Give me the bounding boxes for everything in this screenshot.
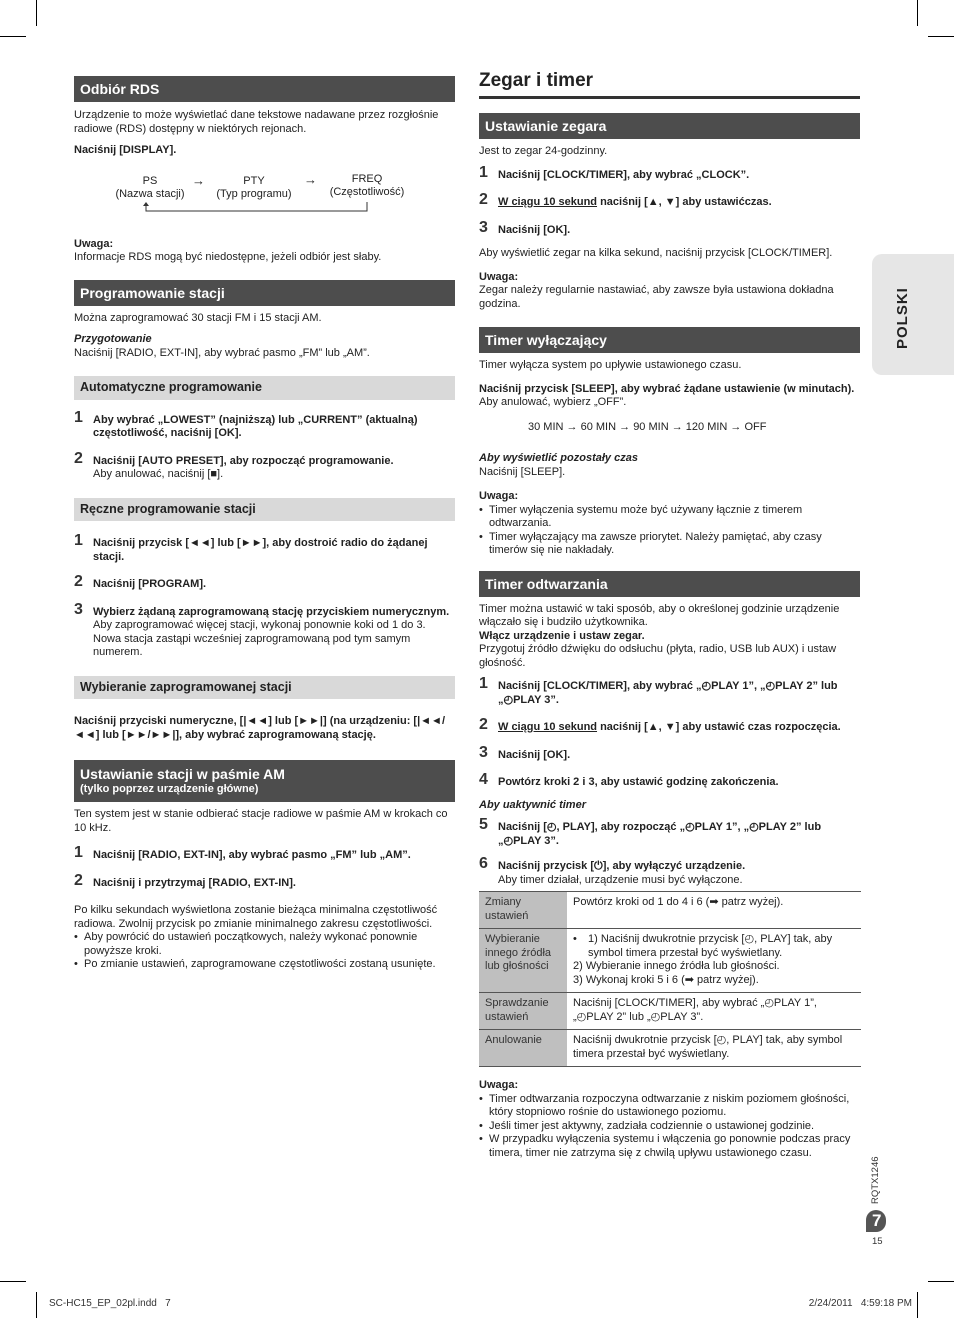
crop-mark bbox=[928, 36, 954, 37]
play-intro: Timer można ustawić w taki sposób, aby o określonej godzinie urządzenie włączało się i budziło użytkownika. bbox=[479, 602, 840, 628]
play-step-3: 3 Naciśnij [OK]. bbox=[479, 743, 571, 761]
sleep-remain-text: Naciśnij [SLEEP]. bbox=[479, 465, 566, 478]
flow-item-freq: FREQ (Częstotliwość) bbox=[329, 172, 405, 198]
crop-mark bbox=[917, 1292, 918, 1318]
rds-note-label: Uwaga: bbox=[74, 237, 114, 250]
arrow-right-icon: → bbox=[730, 420, 745, 433]
crop-mark bbox=[0, 36, 26, 37]
crop-mark bbox=[917, 0, 918, 26]
document-code: RQTX1246 bbox=[870, 1156, 881, 1204]
page-title: Zegar i timer bbox=[479, 70, 860, 99]
rds-press: Naciśnij [DISPLAY]. bbox=[74, 144, 177, 156]
table-row bbox=[479, 993, 861, 1030]
table-row bbox=[479, 929, 861, 993]
flow-item-pty: PTY (Typ programu) bbox=[216, 174, 292, 200]
table-row-body: Naciśnij dwukrotnie przycisk [◴, PLAY] tak, aby symbol timera przestał być wyświetlany. bbox=[567, 1030, 861, 1067]
left-column bbox=[74, 76, 455, 972]
rds-note: Informacje RDS mogą być niedostępne, jeżeli odbiór jest słaby. bbox=[74, 251, 382, 263]
sleep-cancel: Aby anulować, wybierz „OFF”. bbox=[479, 396, 627, 408]
clock-note: Zegar należy regularnie nastawiać, aby zawsze była ustawiona dokładna godzina. bbox=[479, 284, 834, 310]
prep-label: Przygotowanie bbox=[74, 333, 152, 345]
sleep-option: 60 MIN bbox=[580, 420, 617, 433]
am-step-1: 1 Naciśnij [RADIO, EXT-IN], aby wybrać pasmo „FM” lub „AM”. bbox=[74, 844, 411, 861]
select-text: Naciśnij przyciski numeryczne, [|◄◄] lub [►►|] (na urządzeniu: [|◄◄/◄◄] lub [►►/►►|], aby wybrać zaprogramowaną stację. bbox=[74, 715, 445, 741]
clock-after: Aby wyświetlić zegar na kilka sekund, naciśnij przycisk [CLOCK/TIMER]. bbox=[479, 247, 833, 259]
sleep-bullet: • Timer wyłączający ma zawsze priorytet. Należy pamiętać, aby czasy timerów się nie nakładały. bbox=[479, 531, 860, 558]
arrow-right-icon: → bbox=[192, 172, 205, 188]
section-title-rds: Odbiór RDS bbox=[74, 76, 455, 102]
subsection-title-auto: Automatyczne programowanie bbox=[74, 376, 455, 400]
crop-mark bbox=[0, 1281, 26, 1282]
clock-step-2: 2 W ciągu 10 sekund naciśnij [▲, ▼] aby ustawićczas. bbox=[479, 191, 772, 208]
am-after: Po kilku sekundach wyświetlona zostanie bieżąca minimalna częstotliwość radiowa. Zwolnij przycisk po zmianie minimalnego zakresu częstotliwości. bbox=[74, 904, 438, 930]
table-row-head: Anulowanie bbox=[479, 1030, 567, 1067]
table-row-body: • 1) Naciśnij dwukrotnie przycisk [◴, PLAY] tak, aby symbol timera przestał być wyświetlany. 2) Wybieranie innego źródła lub głośności. 3) Wykonaj kroki 5 i 6 (➡ patrz wyżej). bbox=[567, 929, 861, 993]
flow-item-ps: PS (Nazwa stacji) bbox=[115, 174, 185, 200]
table-row-head: Sprawdzanie ustawień bbox=[479, 993, 567, 1030]
right-column bbox=[479, 70, 860, 1160]
play-step-2: 2 W ciągu 10 sekund naciśnij [▲, ▼] aby ustawić czas rozpoczęcia. bbox=[479, 716, 841, 733]
clock-intro: Jest to zegar 24-godzinny. bbox=[479, 145, 608, 157]
subsection-title-manual: Ręczne programowanie stacji bbox=[74, 498, 455, 522]
arrow-right-icon: → bbox=[671, 420, 686, 433]
sleep-option: 90 MIN bbox=[633, 420, 669, 433]
crop-mark bbox=[928, 1281, 954, 1282]
sleep-press: Naciśnij przycisk [SLEEP], aby wybrać żądane ustawienie (w minutach). bbox=[479, 382, 855, 395]
play-bullet: • Jeśli timer jest aktywny, zadziała codziennie o ustawionej godzinie. bbox=[479, 1120, 860, 1134]
prep-text: Naciśnij [RADIO, EXT-IN], aby wybrać pasmo „FM” lub „AM”. bbox=[74, 346, 370, 359]
sleep-option: OFF bbox=[744, 420, 767, 433]
arrow-right-icon: → bbox=[619, 420, 634, 433]
section-title-clock: Ustawianie zegara bbox=[479, 113, 860, 139]
am-intro: Ten system jest w stanie odbierać stacje radiowe w paśmie AM w krokach co 10 kHz. bbox=[74, 808, 448, 834]
play-step-5: 5 Naciśnij [◴, PLAY], aby rozpocząć „◴PLAY 1”, „◴PLAY 2” lub „◴PLAY 3”. bbox=[479, 816, 822, 847]
table-row-head: Zmiany ustawień bbox=[479, 892, 567, 929]
clock-note-label: Uwaga: bbox=[479, 270, 519, 283]
table-row-body: Naciśnij [CLOCK/TIMER], aby wybrać „◴PLAY 1”, „◴PLAY 2” lub „◴PLAY 3”. bbox=[567, 993, 861, 1030]
subsection-title-select: Wybieranie zaprogramowanej stacji bbox=[74, 676, 455, 700]
rds-intro: Urządzenie to może wyświetlać dane tekstowe nadawane przez rozgłośnie radiowe (RDS) dostępny w niektórych rejonach. bbox=[74, 109, 439, 135]
play-step-1: 1 Naciśnij [CLOCK/TIMER], aby wybrać „◴PLAY 1”, „◴PLAY 2” lub „◴PLAY 3”. bbox=[479, 675, 838, 706]
sleep-option: 30 MIN bbox=[528, 420, 564, 433]
sleep-flow bbox=[479, 421, 860, 435]
play-step-6: 6 Naciśnij przycisk [⏻], aby wyłączyć urządzenie. Aby timer działał, urządzenie musi być wyłączone. bbox=[479, 855, 746, 886]
play-step-4: 4 Powtórz kroki 2 i 3, aby ustawić godzinę zakończenia. bbox=[479, 771, 779, 788]
rds-flow-diagram bbox=[74, 168, 455, 234]
footer-date: 2/24/2011 4:59:18 PM bbox=[808, 1298, 912, 1309]
page-number-badge bbox=[866, 1210, 886, 1232]
page-number-big: 7 bbox=[872, 1211, 882, 1230]
section-title-sleep: Timer wyłączający bbox=[479, 327, 860, 353]
sleep-remain-label: Aby wyświetlić pozostały czas bbox=[479, 452, 638, 464]
am-bullet: • Aby powrócić do ustawień początkowych, należy wykonać ponownie powyższe kroki. bbox=[74, 931, 455, 958]
loop-back-arrow-icon bbox=[140, 202, 370, 216]
manual-step-1: 1 Naciśnij przycisk [◄◄] lub [►►], aby dostroić radio do żądanej stacji. bbox=[74, 532, 428, 563]
table-row-body: Powtórz kroki od 1 do 4 i 6 (➡ patrz wyżej). bbox=[567, 892, 861, 929]
crop-mark bbox=[36, 1292, 37, 1318]
sleep-note-label: Uwaga: bbox=[479, 490, 519, 502]
table-row bbox=[479, 1030, 861, 1067]
section-title-play-timer: Timer odtwarzania bbox=[479, 571, 860, 597]
play-prep-bold: Włącz urządzenie i ustaw zegar. bbox=[479, 629, 645, 642]
play-bullet: • Timer odtwarzania rozpoczyna odtwarzanie z niskim poziomem głośności, który stopniowo rośnie do ustawionego poziomu. bbox=[479, 1093, 860, 1120]
section-title-am: Ustawianie stacji w paśmie AM (tylko poprzez urządzenie główne) bbox=[74, 760, 455, 802]
table-row-head: Wybieranie innego źródła lub głośności bbox=[479, 929, 567, 993]
section-title-programming: Programowanie stacji bbox=[74, 280, 455, 306]
manual-step-2: 2 Naciśnij [PROGRAM]. bbox=[74, 573, 207, 590]
sleep-option: 120 MIN bbox=[685, 420, 728, 433]
play-note-label: Uwaga: bbox=[479, 1079, 519, 1091]
footer-file: SC-HC15_EP_02pl.indd 7 bbox=[49, 1298, 171, 1309]
auto-step-2: 2 Naciśnij [AUTO PRESET], aby rozpocząć programowanie. Aby anulować, naciśnij [■]. bbox=[74, 449, 394, 480]
clock-step-1: 1 Naciśnij [CLOCK/TIMER], aby wybrać „CLOCK”. bbox=[479, 163, 750, 181]
table-row bbox=[479, 892, 861, 929]
arrow-right-icon: → bbox=[566, 420, 581, 433]
am-bullet: • Po zmianie ustawień, zaprogramowane częstotliwości zostaną usunięte. bbox=[74, 958, 455, 972]
timer-options-table bbox=[479, 891, 861, 1067]
sleep-bullet: • Timer wyłączenia systemu może być używany łącznie z timerem odtwarzania. bbox=[479, 504, 860, 531]
manual-step-3: 3 Wybierz żądaną zaprogramowaną stację przyciskiem numerycznym. Aby zaprogramować więcej stacji, wykonaj ponownie koki od 1 do 3. Nowa stacja zastąpi wcześniej zaprogramowaną pod tym samym numerem. bbox=[74, 600, 450, 658]
play-bullet: • W przypadku wyłączenia systemu i włączenia go ponownie podczas pracy timera, timer nie zatrzyma się z chwilą upływu ustawionego czasu. bbox=[479, 1133, 860, 1160]
sleep-intro: Timer wyłącza system po upływie ustawionego czasu. bbox=[479, 359, 742, 371]
auto-step-1: 1 Aby wybrać „LOWEST” (najniższą) lub „CURRENT” (aktualną) częstotliwość, naciśnij [OK]. bbox=[74, 408, 418, 439]
arrow-right-icon: → bbox=[304, 171, 317, 187]
activate-label: Aby uaktywnić timer bbox=[479, 798, 586, 811]
am-step-2: 2 Naciśnij i przytrzymaj [RADIO, EXT-IN]. bbox=[74, 871, 296, 889]
page-number-small: 15 bbox=[872, 1236, 883, 1247]
play-prep: Przygotuj źródło dźwięku do odsłuchu (płyta, radio, USB lub AUX) i ustaw głośność. bbox=[479, 643, 837, 669]
clock-step-3: 3 Naciśnij [OK]. bbox=[479, 218, 571, 236]
prog-intro: Można zaprogramować 30 stacji FM i 15 stacji AM. bbox=[74, 311, 322, 324]
crop-mark bbox=[36, 0, 37, 26]
language-tab-label: POLSKI bbox=[894, 287, 911, 349]
language-tab bbox=[872, 254, 954, 375]
